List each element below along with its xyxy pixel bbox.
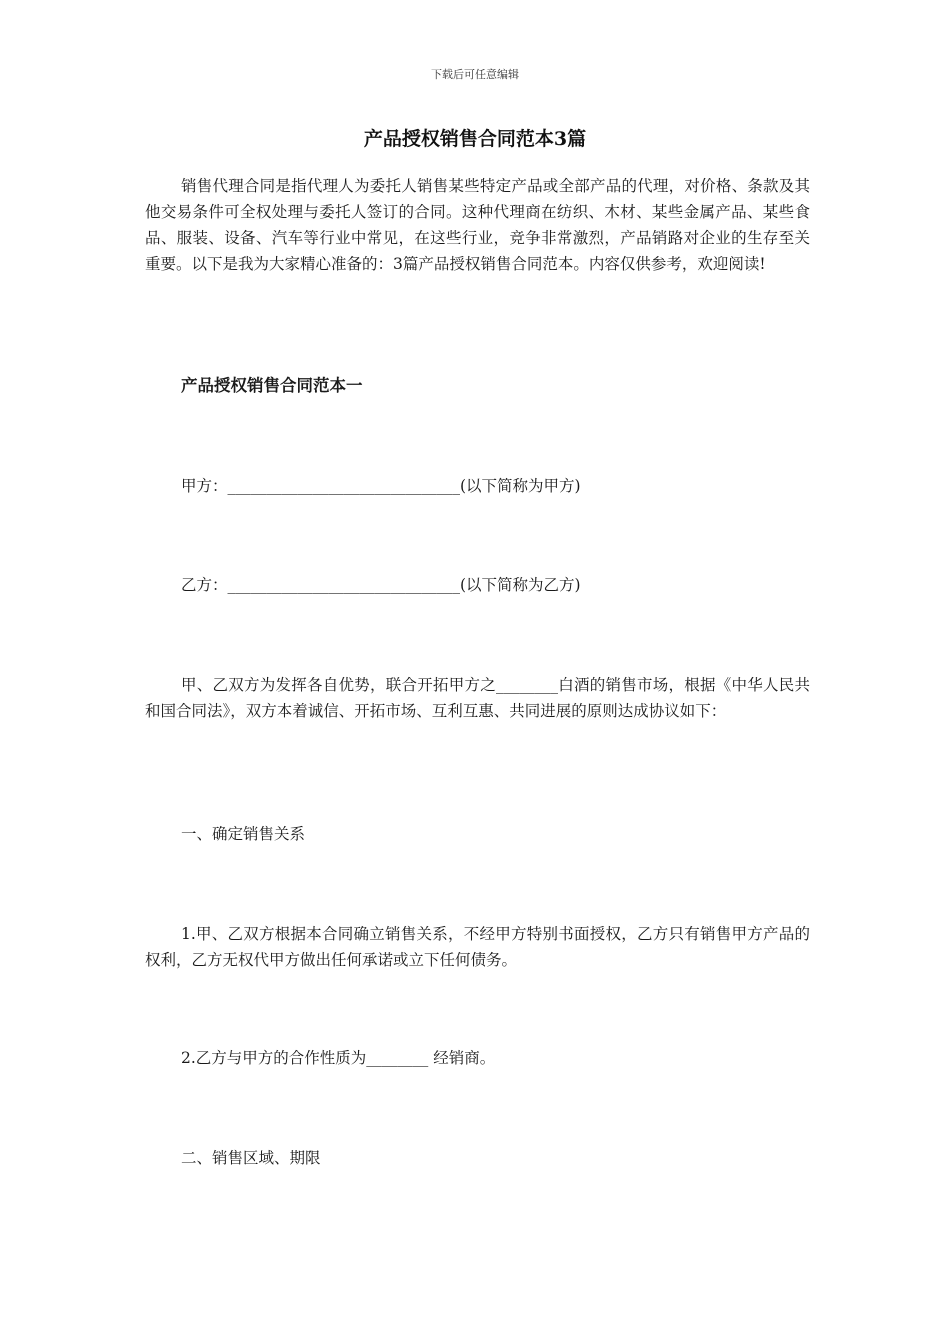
clause-item-1: 1.甲、乙双方根据本合同确立销售关系，不经甲方特别书面授权，乙方只有销售甲方产品的权利，乙方无权代甲方做出任何承诺或立下任何债务。 <box>145 925 810 969</box>
clause-heading-2: 二、销售区域、期限 <box>181 1149 321 1167</box>
intro-paragraph: 销售代理合同是指代理人为委托人销售某些特定产品或全部产品的代理，对价格、条款及其他交易条件可全权处理与委托人签订的合同。这种代理商在纺织、木材、某些金属产品、某些食品、服装、设备、汽车等行业中常见，在这些行业，竞争非常激烈，产品销路对企业的生存至关重要。以下是我为大家精心准备的：3篇产品授权销售合同范本。内容仅供参考，欢迎阅读! <box>145 177 810 273</box>
header-note: 下载后可任意编辑 <box>431 68 519 81</box>
clause-heading: 一、确定销售关系 <box>181 825 306 843</box>
clause-item-2: 2.乙方与甲方的合作性质为________ 经销商。 <box>181 1049 496 1067</box>
section-title: 产品授权销售合同范本一 <box>181 376 363 395</box>
document-title: 产品授权销售合同范本3篇 <box>363 128 587 150</box>
preamble-paragraph: 甲、乙双方为发挥各自优势，联合开拓甲方之________白酒的销售市场，根据《中华人民共和国合同法》，双方本着诚信、开拓市场、互利互惠、共同进展的原则达成协议如下： <box>145 676 810 720</box>
party-b-line: 乙方：______________________________(以下简称为乙方) <box>181 576 581 594</box>
party-a-line: 甲方：______________________________(以下简称为甲方) <box>181 477 581 495</box>
